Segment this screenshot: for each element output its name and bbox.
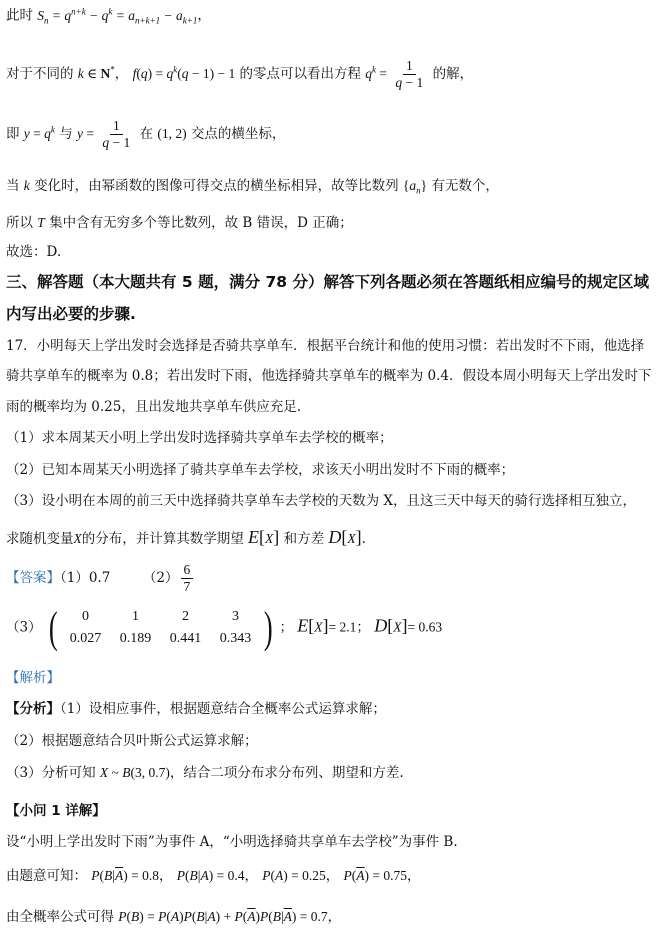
answer-tag: 【答案】	[6, 569, 60, 586]
distribution-matrix: ( 0 1 2 3 0.027 0.189 0.441 0.343 )	[48, 603, 273, 652]
analysis-line-3: （3）分析可知 X ~ B(3, 0.7)，结合二项分布求分布列、期望和方差.	[6, 765, 404, 781]
detail-tag: 【小问 1 详解】	[6, 803, 106, 819]
answer-line-3: （3） ( 0 1 2 3 0.027 0.189 0.441 0.343 ) ； E[X]= 2.1； D[X]= 0.63	[6, 603, 443, 652]
section-heading-1: 三、解答题（本大题共有 5 题，满分 78 分）解答下列各题必须在答题纸相应编号的规定区域	[6, 273, 649, 291]
dist-x-1: 1	[132, 608, 140, 624]
line-sn: 此时 $S_n = q^{n+k} - q^k = a_{n+k+1} - a_{k+1}$，	[6, 6, 211, 26]
analysis-subtag: 【分析】	[6, 701, 60, 717]
q17-paragraph-2: 骑共享单车的概率为 0.8；若出发时下雨，他选择骑共享单车的概率为 0.4．假设本周小明每天上学出发时下	[6, 368, 652, 384]
q17-subquestion-3: （3）设小明在本周的前三天中选择骑共享单车去学校的天数为 X，且这三天中每天的骑行选择相互独立，	[6, 493, 636, 509]
dist-p-3: 0.343	[219, 631, 252, 646]
dist-x-0: 0	[82, 608, 90, 624]
q17-paragraph-1: 17．小明每天上学出发时会选择是否骑共享单车．根据平台统计和他的使用习惯：若出发时不下雨，他选择	[6, 338, 645, 354]
analysis-tag: 【解析】	[6, 670, 60, 686]
detail-line-1: 设“小明上学出发时下雨”为事件 A，“小明选择骑共享单车去学校”为事件 B.	[6, 834, 458, 850]
line-choice: 故选：D.	[6, 244, 62, 260]
detail-line-3: 由全概率公式可得 $P(B) = P(A)P(B|A) + P(\overline{A})P(B|\overline{A}) = 0.7$，	[6, 909, 342, 925]
formula-sn: $S_n = q^{n+k} - q^k = a_{n+k+1} - a_{k+1}$	[37, 6, 198, 26]
q17-subquestion-2: （2）已知本周某天小明选择了骑共享单车去学校，求该天小明出发时不下雨的概率；	[6, 462, 515, 478]
detail-line-2: 由题意可知： $P(B|\overline{A}) = 0.8$， P(B|A) = 0.4， P(A) = 0.25， $P(\overline{A}) = 0.75$，	[6, 868, 421, 884]
dist-p-0: 0.027	[69, 631, 102, 646]
line-intersection: 即 $y = q^k$ 与 y = $\frac{1}{q - 1}$ 在 (1, 2) 交点的横坐标，	[6, 118, 286, 150]
q17-subquestion-1: （1）求本周某天小明上学出发时选择骑共享单车去学校的概率；	[6, 430, 393, 446]
dist-p-1: 0.189	[119, 631, 152, 646]
analysis-line-1: 【分析】（1）设相应事件，根据题意结合全概率公式运算求解；	[6, 701, 386, 717]
analysis-line-2: （2）根据题意结合贝叶斯公式运算求解；	[6, 733, 258, 749]
dist-x-3: 3	[232, 608, 240, 624]
dist-p-2: 0.441	[169, 631, 202, 646]
fraction-1-over-q-1: $\frac{1}{q - 1}$	[395, 58, 424, 90]
line-t-set: 所以 T 集中含有无穷多个等比数列，故 B 错误，D 正确；	[6, 215, 353, 231]
answer-fraction: $\frac{6}{7}$	[181, 562, 194, 595]
answer-line-1: 【答案】（1）0.7 （2） $\frac{6}{7}$	[6, 562, 195, 595]
line-k-varies: 当 k 变化时，由幂函数的图像可得交点的横坐标相异，故等比数列 $\{a_n\}$ 有无数个，	[6, 178, 499, 196]
fraction-1-over-q-1-b: $\frac{1}{q - 1}$	[102, 118, 131, 150]
formula-fq: f	[132, 65, 137, 81]
formula-k-in-n: k	[77, 65, 84, 81]
q17-subquestion-3-cont: 求随机变量X的分布，并计算其数学期望 E[X] 和方差 D[X].	[6, 527, 366, 547]
q17-paragraph-3: 雨的概率均为 0.25，且出发地共享单车供应充足．	[6, 399, 311, 415]
dist-x-2: 2	[182, 608, 190, 624]
line-zeros: 对于不同的 k ∈ N*， $f(q) = q^k(q - 1) - 1$ 的零点可以看出方程 $q^k$ = $\frac{1}{q - 1}$ 的解，	[6, 58, 474, 90]
section-heading-2: 内写出必要的步骤.	[6, 305, 136, 323]
